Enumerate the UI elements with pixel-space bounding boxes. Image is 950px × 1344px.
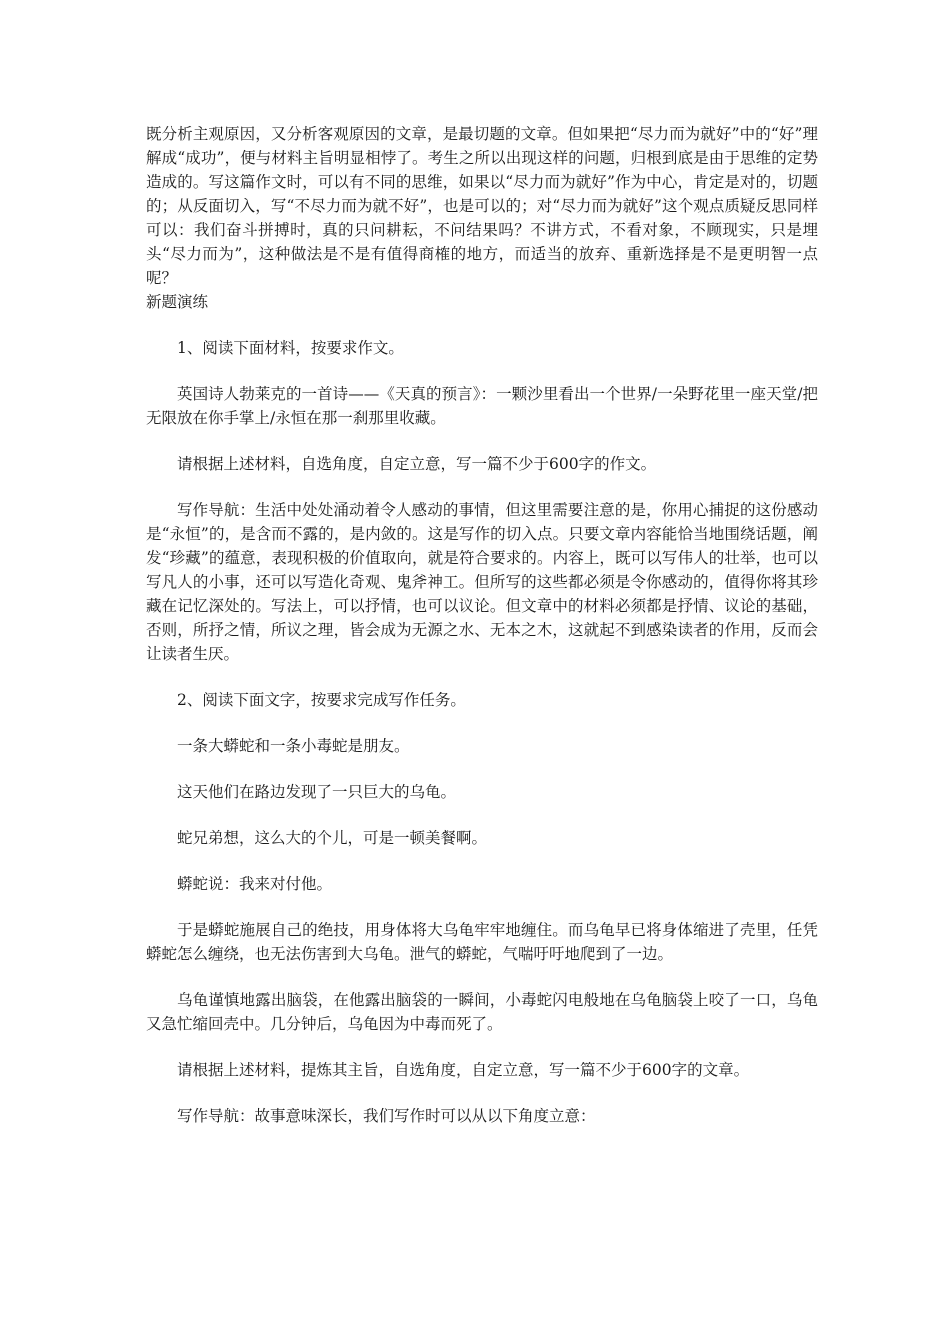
document-page <box>146 122 818 1128</box>
story-line: 乌龟谨慎地露出脑袋，在他露出脑袋的一瞬间，小毒蛇闪电般地在乌龟脑袋上咬了一口，乌龟又急忙缩回壳中。几分钟后，乌龟因为中毒而死了。 <box>146 991 818 1033</box>
task-1-prompt: 1、阅读下面材料，按要求作文。 <box>177 339 404 357</box>
intro-paragraph: 既分析主观原因，又分析客观原因的文章，是最切题的文章。但如果把“尽力而为就好”中的“好”理解成“成功”，便与材料主旨明显相悖了。考生之所以出现这样的问题，归根到底是由于思维的定势造成的。写这篇作文时，可以有不同的思维，如果以“尽力而为就好”作为中心，肯定是对的，切题的；从反面切入，写“不尽力而为就不好”，也是可以的；对“尽力而为就好”这个观点质疑反思同样可以：我们奋斗拼搏时，真的只问耕耘，不问结果吗？不讲方式，不看对象，不顾现实，只是埋头“尽力而为”，这种做法是不是有值得商榷的地方，而适当的放弃、重新选择是不是更明智一点呢？ <box>146 125 818 287</box>
story-line: 一条大蟒蛇和一条小毒蛇是朋友。 <box>177 737 410 755</box>
intro-block <box>146 122 818 314</box>
task-2-requirement: 请根据上述材料，提炼其主旨，自选角度，自定立意，写一篇不少于600字的文章。 <box>177 1061 750 1079</box>
task-1-guide: 写作导航：生活中处处涌动着令人感动的事情，但这里需要注意的是，你用心捕捉的这份感动是“永恒”的，是含而不露的，是内敛的。这是写作的切入点。只要文章内容能恰当地围绕话题，阐发“珍藏”的蕴意，表现积极的价值取向，就是符合要求的。内容上，既可以写伟人的壮举，也可以写凡人的小事，还可以写造化奇观、鬼斧神工。但所写的这些都必须是令你感动的，值得你将其珍藏在记忆深处的。写法上，可以抒情，也可以议论。但文章中的材料必须都是抒情、议论的基础，否则，所抒之情，所议之理，皆会成为无源之水、无本之木，这就起不到感染读者的作用，反而会让读者生厌。 <box>146 501 818 663</box>
task-2-prompt: 2、阅读下面文字，按要求完成写作任务。 <box>177 691 466 709</box>
story-line: 蟒蛇说：我来对付他。 <box>177 875 333 893</box>
task-2-guide: 写作导航：故事意味深长，我们写作时可以从以下角度立意： <box>177 1107 596 1125</box>
task-1-requirement: 请根据上述材料，自选角度，自定立意，写一篇不少于600字的作文。 <box>177 455 657 473</box>
section-heading: 新题演练 <box>146 293 209 311</box>
story-line: 这天他们在路边发现了一只巨大的乌龟。 <box>177 783 457 801</box>
story-line: 于是蟒蛇施展自己的绝技，用身体将大乌龟牢牢地缠住。而乌龟早已将身体缩进了壳里，任凭蟒蛇怎么缠绕，也无法伤害到大乌龟。泄气的蟒蛇，气喘吁吁地爬到了一边。 <box>146 921 818 963</box>
story-line: 蛇兄弟想，这么大的个儿，可是一顿美餐啊。 <box>177 829 488 847</box>
task-1-material: 英国诗人勃莱克的一首诗——《天真的预言》：一颗沙里看出一个世界/一朵野花里一座天堂/把无限放在你手掌上/永恒在那一刹那里收藏。 <box>146 385 818 427</box>
